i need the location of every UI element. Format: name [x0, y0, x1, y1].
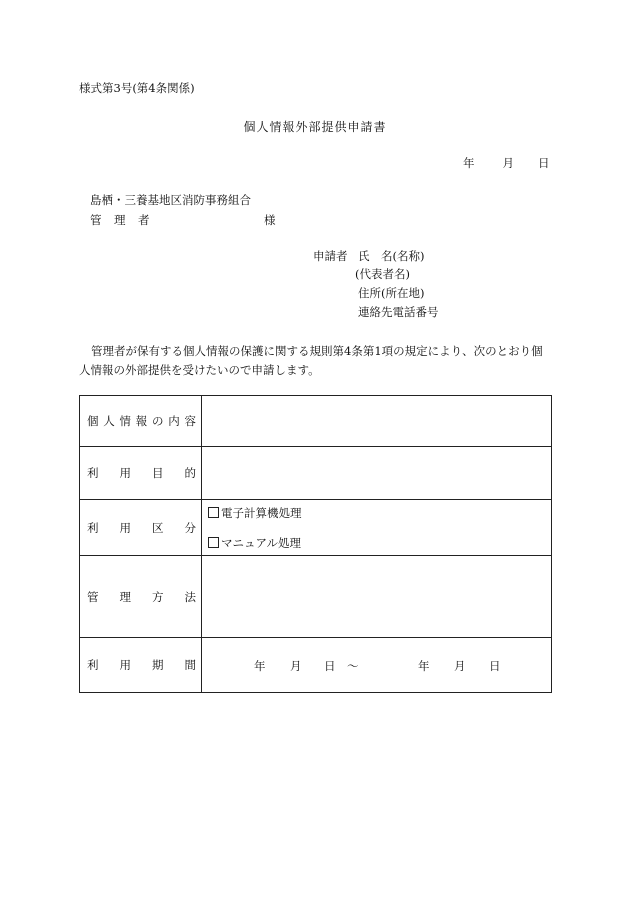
applicant-address-label: 住所(所在地) [358, 286, 425, 300]
applicant-phone-label: 連絡先電話番号 [358, 305, 439, 319]
table-row [80, 500, 552, 556]
row-label-classification [80, 500, 202, 556]
applicant-heading: 申請者 [313, 249, 348, 263]
label-char: 的 [184, 466, 196, 480]
period-start-month: 月 [290, 659, 302, 673]
label-char: 内 [168, 414, 180, 428]
addressee-char: 管 [90, 213, 102, 227]
label-char: 報 [135, 414, 148, 428]
classification-options [202, 500, 552, 556]
row-label-period [80, 638, 202, 693]
label-char: 区 [152, 520, 164, 535]
label-char: 管 [87, 589, 99, 604]
table-row [80, 556, 552, 638]
table-row [80, 638, 552, 693]
label-char: 用 [119, 466, 131, 480]
request-statement: 管理者が保有する個人情報の保護に関する規則第4条第1項の規定により、次のとおり個人情報の外部提供を受けたいので申請します。 [79, 344, 543, 377]
period-end-month: 月 [454, 659, 466, 673]
table-row [80, 396, 552, 447]
label-char: 利 [87, 520, 99, 535]
option-computer-processing[interactable] [202, 506, 551, 520]
label-char: 個 [87, 414, 99, 428]
row-label-content [80, 396, 202, 447]
label-char: 目 [152, 466, 164, 480]
label-char: の [152, 414, 164, 428]
label-char: 用 [119, 658, 131, 672]
period-start-day: 日 [324, 659, 336, 673]
management-field[interactable] [202, 556, 552, 638]
label-char: 理 [119, 589, 131, 604]
application-table [79, 395, 552, 693]
row-label-purpose [80, 447, 202, 500]
applicant-representative-label: (代表者名) [355, 267, 410, 281]
date-day: 日 [538, 156, 550, 170]
addressee-title [90, 213, 162, 227]
period-start-year: 年 [254, 659, 266, 673]
table-row [80, 447, 552, 500]
period-tilde: ～ [347, 659, 359, 673]
label-char: 法 [184, 589, 196, 604]
addressee-char: 者 [138, 213, 150, 227]
option-label: マニュアル処理 [221, 535, 302, 550]
checkbox-icon[interactable] [208, 507, 219, 518]
period-end-day: 日 [489, 659, 501, 673]
row-label-management [80, 556, 202, 638]
option-label: 電子計算機処理 [221, 505, 302, 520]
label-char: 容 [184, 414, 196, 428]
label-char: 利 [87, 658, 99, 672]
applicant-name-label: 氏 名(名称) [358, 249, 425, 263]
addressee-honorific: 様 [264, 213, 276, 227]
date-month: 月 [502, 156, 514, 170]
addressee-organization: 島栖・三養基地区消防事務組合 [90, 193, 251, 207]
document-title: 個人情報外部提供申請書 [243, 120, 387, 134]
purpose-field[interactable] [202, 447, 552, 500]
label-char: 期 [152, 658, 164, 672]
form-number: 様式第3号(第4条関係) [79, 81, 195, 95]
label-char: 用 [119, 520, 131, 535]
period-field[interactable] [202, 638, 552, 693]
application-date [463, 156, 550, 170]
label-char: 間 [184, 658, 196, 672]
label-char: 分 [184, 520, 196, 535]
label-char: 方 [152, 589, 164, 604]
checkbox-icon[interactable] [208, 537, 219, 548]
date-year: 年 [463, 156, 475, 170]
label-char: 利 [87, 466, 99, 480]
content-field[interactable] [202, 396, 552, 447]
label-char: 人 [103, 414, 115, 428]
period-end-year: 年 [418, 659, 430, 673]
option-manual-processing[interactable] [202, 536, 551, 550]
label-char: 情 [119, 414, 131, 428]
addressee-char: 理 [114, 213, 126, 227]
